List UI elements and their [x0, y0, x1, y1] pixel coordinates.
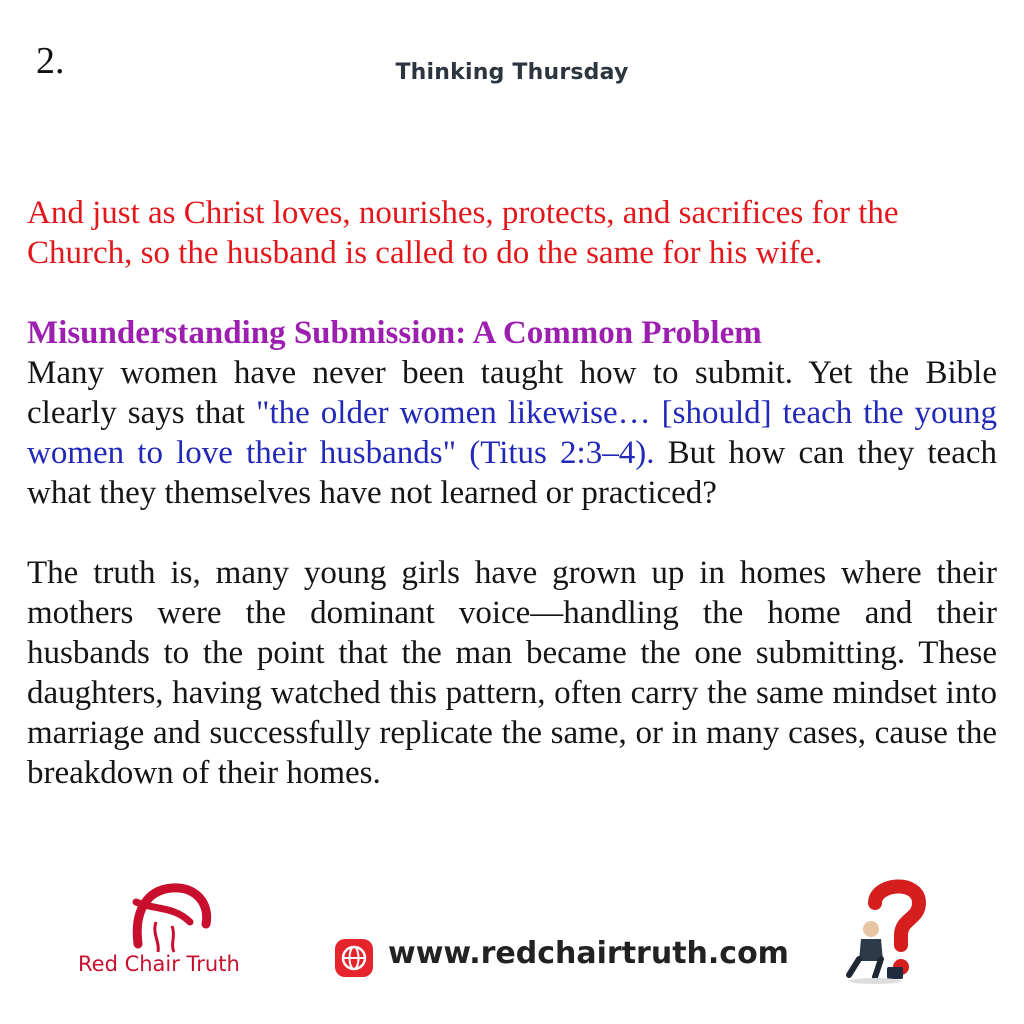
paragraph-1	[27, 353, 997, 513]
paragraph-2: The truth is, many young girls have grown up in homes where their mothers were the dominant voice—handling the home and their husbands to the point that the man became the one submitting. These daughters, having watched this pattern, often carry the same mindset into marriage and successfully replicate the same, or in many cases, cause the breakdown of their homes.	[27, 555, 997, 791]
brand-logo	[78, 882, 278, 982]
section-heading: Misunderstanding Submission: A Common Problem	[27, 315, 762, 351]
scripture-quote: "the older women likewise… [should] teach the young women to love their husbands" (Titus 2:3–4).	[27, 395, 998, 471]
red-chair-logo-icon	[130, 882, 212, 954]
paragraph-gap	[27, 273, 997, 313]
paragraph-1-start: Many women have never been taught how to submit. Yet the Bible clearly says that	[27, 355, 997, 431]
article-body	[27, 193, 997, 793]
website-link[interactable]: www.redchairtruth.com	[388, 936, 789, 971]
intro-paragraph: And just as Christ loves, nourishes, protects, and sacrifices for the Church, so the husband is called to do the same for his wife.	[27, 195, 899, 271]
globe-icon	[334, 938, 374, 978]
brand-name: Red Chair Truth	[78, 952, 240, 976]
paragraph-gap	[27, 513, 997, 553]
thinking-man-question-mark-icon	[845, 875, 935, 985]
page-number: 2.	[36, 40, 65, 82]
page-title: Thinking Thursday	[395, 60, 629, 85]
paragraph-1-end: But how can they teach what they themselves have not learned or practiced?	[27, 435, 997, 511]
